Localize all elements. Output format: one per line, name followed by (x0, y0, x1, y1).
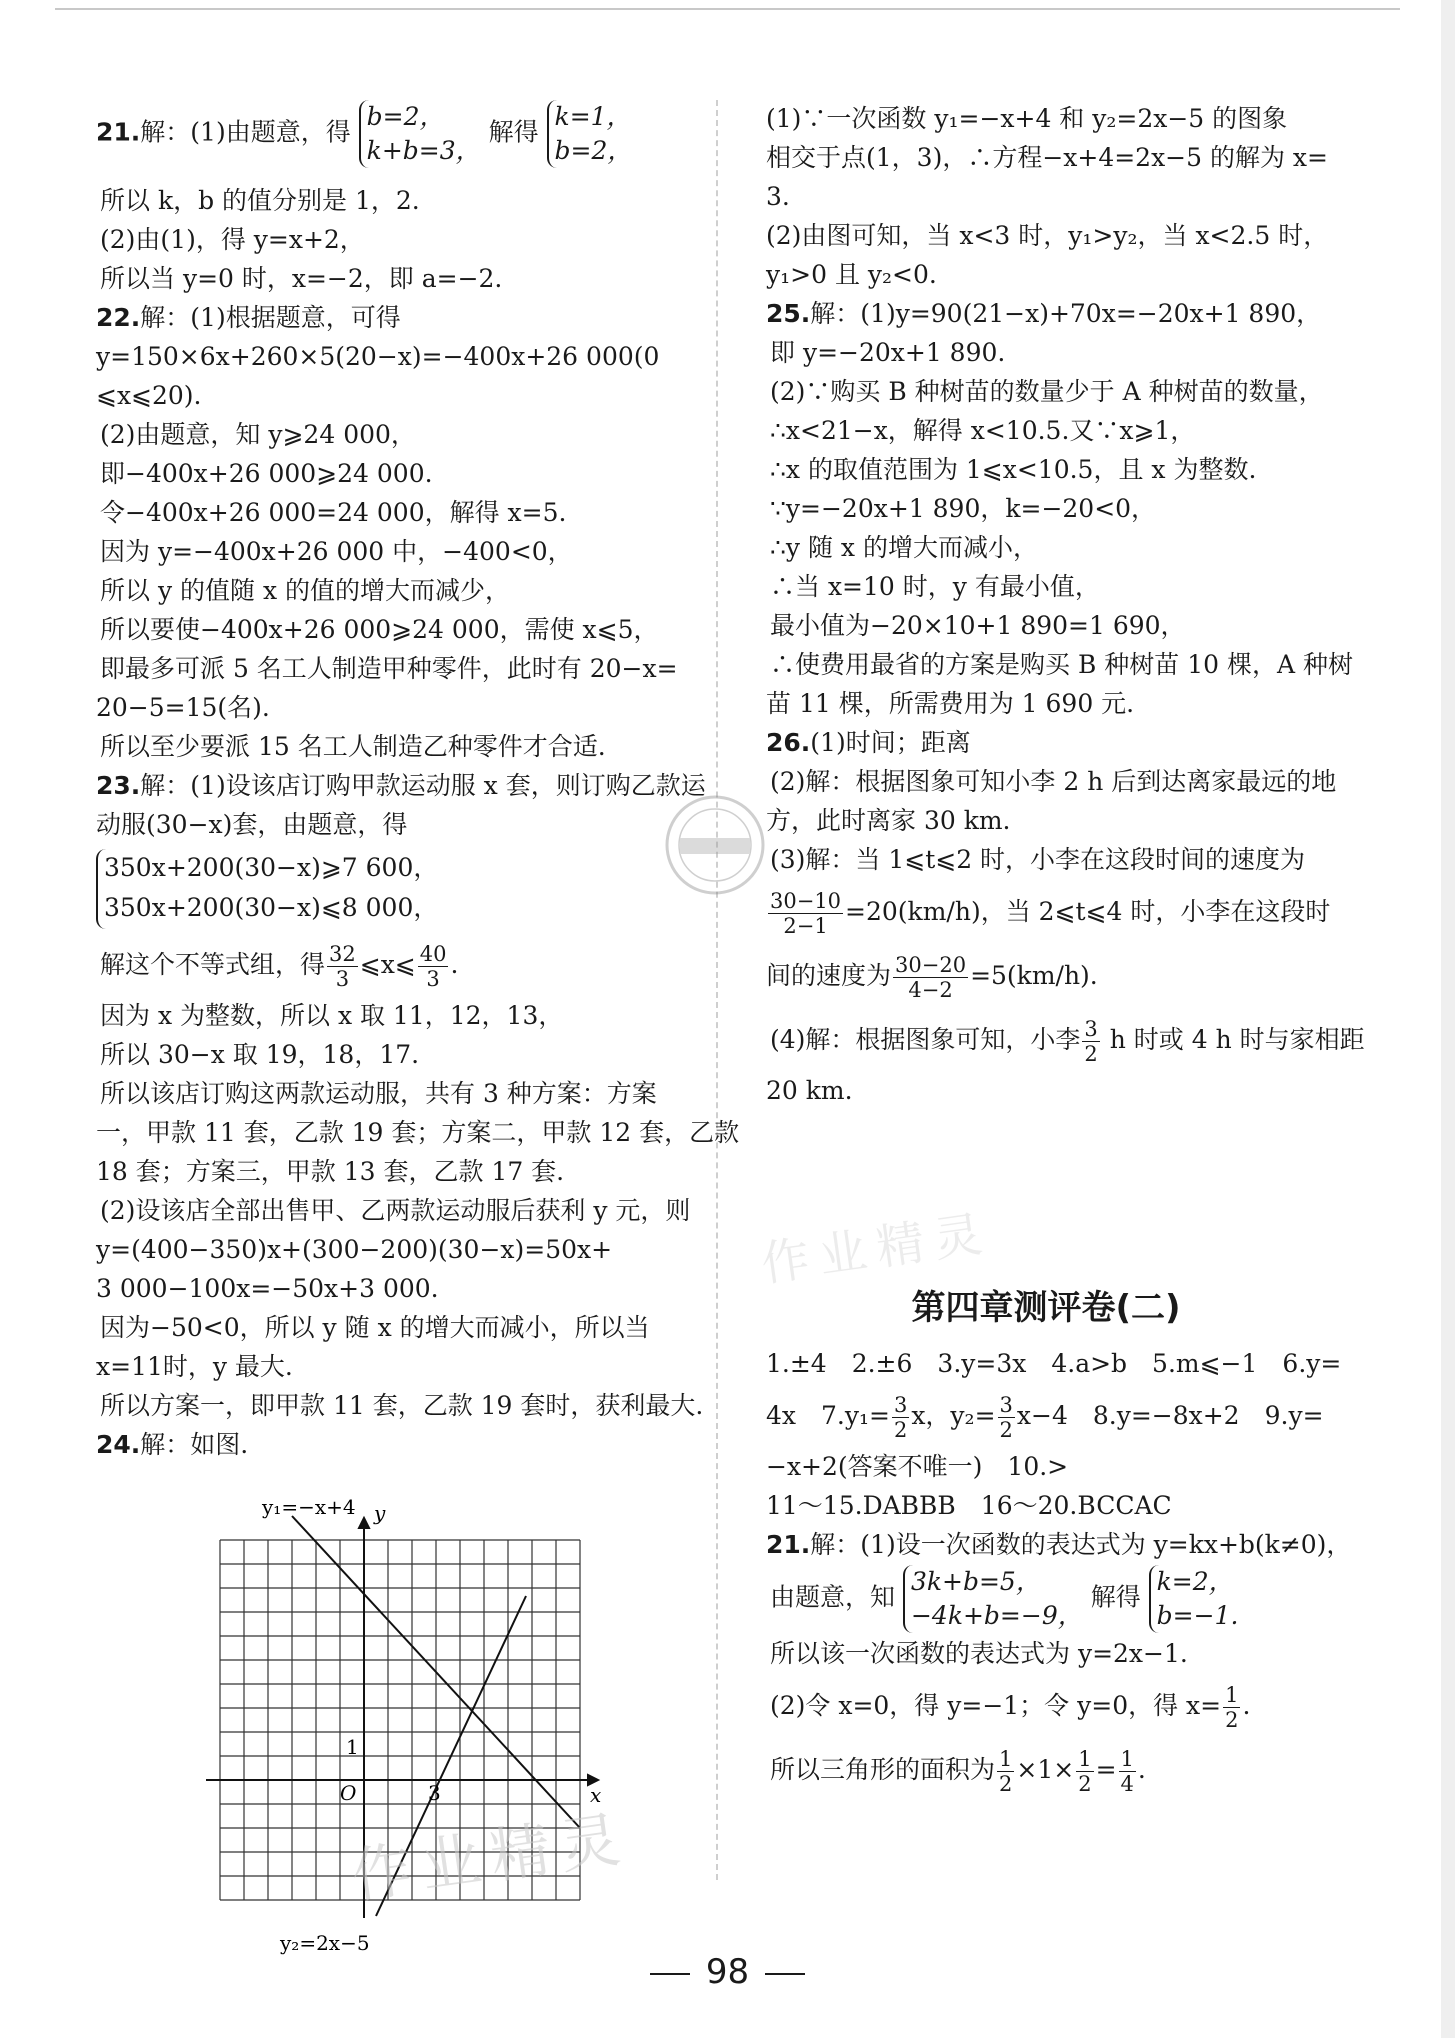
fraction: $\frac{30-10}{2-1}$ (770, 889, 842, 938)
q26-line-2: (2)解：根据图象可知小李 2 h 后到达离家最远的地 (770, 767, 1337, 796)
q23-line: 因为 x 为整数，所以 x 取 11，12，13， (100, 1001, 564, 1030)
answers-line-4: 11～15.DABBB 16～20.BCCAC (766, 1491, 1172, 1520)
q22-line: 即最多可派 5 名工人制造甲种零件，此时有 20−x= (100, 654, 678, 683)
fraction: $\frac{40}{3}$ (419, 942, 447, 991)
q25-line: ∴使费用最省的方案是购买 B 种树苗 10 棵，A 种树 (770, 650, 1353, 679)
q21-system-1: b=2， k+b=3， (359, 100, 481, 168)
q21b-line-5: 所以三角形的面积为 $\frac{1}{2}$ ×1× $\frac{1}{2}$ = $\frac{1}{4}$ . (770, 1747, 1146, 1796)
q22-line: 令−400x+26 000=24 000，解得 x=5. (100, 498, 567, 527)
answers-line-3: −x+2(答案不唯一) 10.> (766, 1452, 1069, 1481)
q22-line: y=150×6x+260×5(20−x)=−400x+26 000(0 (96, 342, 660, 371)
q21b-line-2: 由题意，知 3k+b=5， −4k+b=−9， 解得 k=2， b=−1. (766, 1565, 1326, 1625)
origin-label: O (340, 1781, 357, 1805)
fraction: $\frac{3}{2}$ (999, 1393, 1013, 1442)
q23-line: x=11时，y 最大. (96, 1352, 293, 1381)
q21-system-2: k=1， b=2， (547, 100, 633, 168)
q24-answer-line: 3. (766, 182, 790, 211)
graph-label-y2: y₂=2x−5 (280, 1931, 370, 1955)
q22-line: 所以要使−400x+26 000⩾24 000，需使 x⩽5， (100, 615, 659, 644)
q24-line-1: 24.解：如图. (96, 1430, 249, 1459)
fraction: $\frac{3}{2}$ (1084, 1017, 1098, 1066)
q24-answer-line: y₁>0 且 y₂<0. (766, 260, 937, 289)
q21-line-2: 所以 k，b 的值分别是 1，2. (100, 186, 420, 215)
q26-line-7: (4)解：根据图象可知，小李 $\frac{3}{2}$ h 时或 4 h 时与家相距 (770, 1017, 1365, 1066)
q23-solution-line: 解这个不等式组，得 $\frac{32}{3}$ ⩽x⩽ $\frac{40}{3}$ . (100, 942, 459, 991)
q25-line: ∴x 的取值范围为 1⩽x<10.5，且 x 为整数. (770, 455, 1257, 484)
q26-line-6: 间的速度为 $\frac{30-20}{4-2}$ =5(km/h). (766, 953, 1098, 1002)
q22-line-1: 22.解：(1)根据题意，可得 (96, 303, 401, 332)
q23-line-1: 23.解：(1)设该店订购甲款运动服 x 套，则订购乙款运 (96, 771, 706, 800)
q26-line-4: (3)解：当 1⩽t⩽2 时，小李在这段时间的速度为 (770, 845, 1306, 874)
q21-number: 21. (96, 117, 141, 147)
q23-line: y=(400−350)x+(300−200)(30−x)=50x+ (96, 1235, 613, 1264)
q26-line-3: 方，此时离家 30 km. (766, 806, 1011, 835)
q21b-number: 21. (766, 1530, 811, 1559)
fraction: $\frac{1}{2}$ (1078, 1747, 1092, 1796)
q24-answer-line: (2)由图可知，当 x<3 时，y₁>y₂，当 x<2.5 时， (766, 221, 1329, 250)
axis-label-x: x (590, 1783, 602, 1807)
page-number: 98 (0, 1952, 1455, 1992)
q22-line: 20−5=15(名). (96, 693, 270, 722)
q23-line-2: 动服(30−x)套，由题意，得 (96, 810, 408, 839)
q26-number: 26. (766, 728, 811, 757)
q25-line: ∴当 x=10 时，y 有最小值， (770, 572, 1100, 601)
q26-line-1: 26.(1)时间；距离 (766, 728, 971, 757)
answers-line-2: 4x 7.y₁= $\frac{3}{2}$ x，y₂= $\frac{3}{2}$ x−4 8.y=−8x+2 9.y= (766, 1393, 1324, 1442)
q26-line-5: $\frac{30-10}{2-1}$ =20(km/h)，当 2⩽t⩽4 时，小李在这段时 (770, 889, 1331, 938)
q21b-system-2: k=2， b=−1. (1149, 1565, 1239, 1633)
q21b-system-1: 3k+b=5， −4k+b=−9， (903, 1565, 1083, 1633)
q23-line: (2)设该店全部出售甲、乙两款运动服后获利 y 元，则 (100, 1196, 691, 1225)
section-title: 第四章测评卷(二) (911, 1288, 1181, 1328)
q22-line: 即−400x+26 000⩾24 000. (100, 459, 433, 488)
q22-line: 因为 y=−400x+26 000 中，−400<0， (100, 537, 573, 566)
watermark-text-faint: 作业精灵 (757, 1205, 996, 1293)
fraction: $\frac{1}{2}$ (1225, 1683, 1239, 1732)
q23-line: 所以 30−x 取 19，18，17. (100, 1040, 420, 1069)
graph-label-y1: y₁=−x+4 (262, 1498, 356, 1519)
q22-number: 22. (96, 303, 141, 332)
q24-answer-line: (1)∵一次函数 y₁=−x+4 和 y₂=2x−5 的图象 (766, 104, 1288, 133)
page-edge (1441, 0, 1455, 2038)
fraction: $\frac{30-20}{4-2}$ (895, 953, 967, 1002)
q21-line-3: (2)由(1)，得 y=x+2， (100, 225, 365, 254)
q25-line: ∴x<21−x，解得 x<10.5.又∵x⩾1， (770, 416, 1196, 445)
watermark-text: 作业精灵 (347, 1803, 635, 1913)
right-column (766, 100, 1365, 1111)
q23-line: 18 套；方案三，甲款 13 套，乙款 17 套. (96, 1157, 565, 1186)
q22-line: 所以 y 的值随 x 的值的增大而减少， (100, 576, 511, 605)
q25-number: 25. (766, 299, 811, 328)
page-dash-right (765, 1973, 805, 1975)
q24-number: 24. (96, 1430, 141, 1459)
answers-line-1: 1.±4 2.±6 3.y=3x 4.a>b 5.m⩽−1 6.y= (766, 1349, 1342, 1378)
q23-line: 所以该店订购这两款运动服，共有 3 种方案：方案 (100, 1079, 657, 1108)
tick-label-3: 3 (428, 1781, 441, 1805)
tick-label-1: 1 (346, 1735, 359, 1759)
q23-line: 因为−50<0，所以 y 随 x 的增大而减小，所以当 (100, 1313, 650, 1342)
q25-line: (2)∵购买 B 种树苗的数量少于 A 种树苗的数量， (770, 377, 1324, 406)
q21b-line-1: 21.解：(1)设一次函数的表达式为 y=kx+b(k≠0)， (766, 1530, 1352, 1559)
q21-line-1: 21.解：(1)由题意，得 b=2， k+b=3， 解得 k=1， b=2， (96, 100, 696, 160)
q24-answer-line: 相交于点(1，3)，∴方程−x+4=2x−5 的解为 x= (766, 143, 1328, 172)
answers-block (766, 1345, 1352, 1802)
q26-line-8: 20 km. (766, 1076, 853, 1105)
q22-line: 所以至少要派 15 名工人制造乙种零件才合适. (100, 732, 606, 761)
q23-line: 一，甲款 11 套，乙款 19 套；方案二，甲款 12 套，乙款 (96, 1118, 740, 1147)
axis-label-y: y (374, 1501, 386, 1525)
page-dash-left (650, 1973, 690, 1975)
q21b-line-3: 所以该一次函数的表达式为 y=2x−1. (770, 1639, 1188, 1668)
fraction: $\frac{32}{3}$ (329, 942, 356, 991)
q22-line: ⩽x⩽20). (96, 381, 202, 410)
q25-line: ∵y=−20x+1 890，k=−20<0， (770, 494, 1157, 523)
q25-line: 苗 11 棵，所需费用为 1 690 元. (766, 689, 1135, 718)
q21-line-4: 所以当 y=0 时，x=−2，即 a=−2. (100, 264, 503, 293)
top-rule (55, 8, 1400, 10)
q23-line: 所以方案一，即甲款 11 套，乙款 19 套时，获利最大. (100, 1391, 704, 1420)
q23-line: 3 000−100x=−50x+3 000. (96, 1274, 439, 1303)
q25-line-1: 25.解：(1)y=90(21−x)+70x=−20x+1 890， (766, 299, 1322, 328)
q21b-line-4: (2)令 x=0，得 y=−1；令 y=0，得 x= $\frac{1}{2}$ . (770, 1683, 1251, 1732)
left-column (96, 100, 740, 1465)
watermark-stamp-icon (660, 790, 770, 900)
q23-inequality-system: 350x+200(30−x)⩾7 600， 350x+200(30−x)⩽8 000， (96, 849, 696, 929)
column-divider (716, 100, 718, 1880)
q25-line: 最小值为−20×10+1 890=1 690， (770, 611, 1186, 640)
q22-line: (2)由题意，知 y⩾24 000， (100, 420, 416, 449)
q25-line: ∴y 随 x 的增大而减小， (770, 533, 1038, 562)
q25-line: 即 y=−20x+1 890. (770, 338, 1006, 367)
q23-number: 23. (96, 771, 141, 800)
fraction: $\frac{1}{4}$ (1120, 1747, 1134, 1796)
fraction: $\frac{1}{2}$ (999, 1747, 1013, 1796)
fraction: $\frac{3}{2}$ (893, 1393, 908, 1442)
